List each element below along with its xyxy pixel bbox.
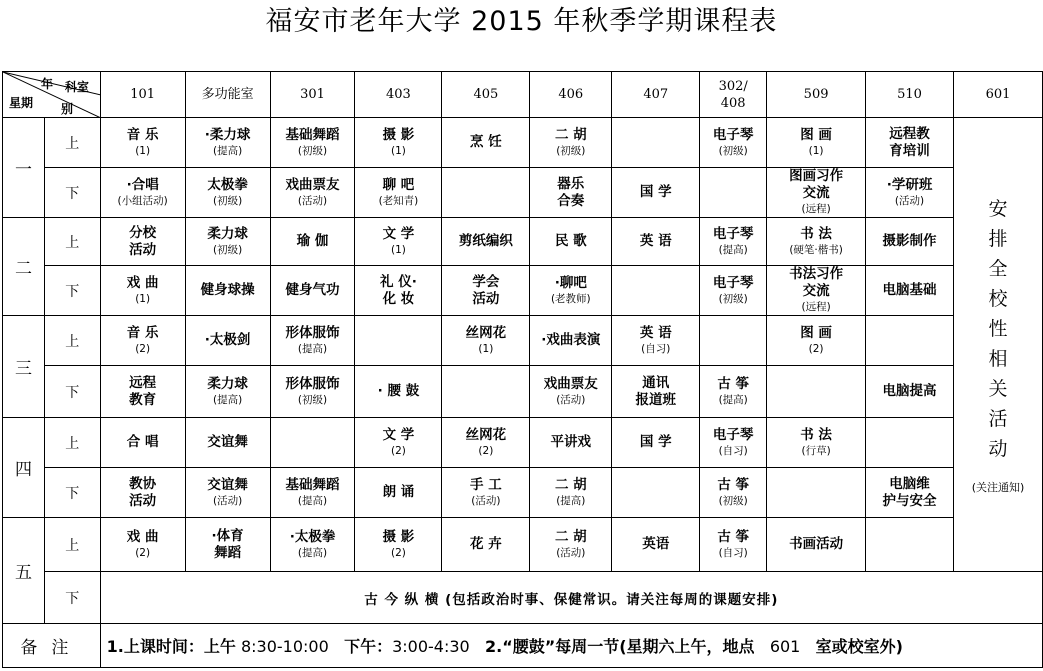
course-cell [700,266,767,316]
course-cell [100,468,185,518]
room-header-line: 多功能室 [201,87,254,102]
course-name: 形体服饰 [285,324,340,341]
course-name: 古 筝 [717,528,750,545]
course-name: 戏 曲 [126,528,159,545]
room-header-line: 101 [130,87,156,102]
session-label: 上 [44,518,100,572]
table-row [3,418,1043,468]
course-note: (初级) [297,144,328,157]
room-header [185,72,270,118]
table-row [3,316,1043,366]
course-name: 摄影制作 [882,233,937,249]
course-name: 柔力球 [207,225,248,242]
course-cell [866,266,954,316]
afternoon-label: 下午： [344,637,393,656]
course-name: 二 胡 [554,528,587,545]
course-cell [270,366,355,418]
course-note: (小组活动) [117,194,168,207]
room-header-line: 403 [386,87,411,102]
waist-drum-room: 601 [769,637,801,656]
course-cell [355,366,442,418]
course-cell [185,168,270,218]
session-label: 下 [44,572,100,624]
page-title: 福安市老年大学 2015 年秋季学期课程表 [265,6,778,37]
course-name: 育培训 [889,142,930,159]
course-name: · 腰 鼓 [377,383,420,399]
course-name: 丝网花 [465,324,507,341]
course-note: (自习) [718,444,748,457]
course-name: 书法习作 [789,266,844,282]
course-note: (1) [135,292,151,305]
course-name: ·太极剑 [204,332,251,348]
session-label: 上 [44,218,100,266]
table-row [3,118,1043,168]
table-row [3,168,1043,218]
course-cell [866,316,954,366]
course-cell [767,366,866,418]
course-name: 合 唱 [126,434,159,450]
course-name: ·体育 [211,527,244,544]
room-header [953,72,1042,118]
course-cell [767,266,866,316]
course-note: (2) [135,342,151,355]
course-name: 器乐 [557,175,585,192]
room-header-line: 405 [473,87,499,102]
course-note: (活动) [212,494,243,507]
course-cell [100,118,185,168]
course-name: 书 法 [800,225,832,242]
corner-label-weekday: 星期 [9,96,34,110]
course-cell [700,316,767,366]
course-note: (初级) [718,494,748,507]
course-name: 交谊舞 [207,434,248,450]
course-note: (2) [478,444,494,457]
course-name: 教协 [129,475,157,492]
room-601-text: 安排全校性相关活动 [988,198,1008,460]
course-name: 文 学 [382,225,415,242]
course-name: 分校 [129,224,157,241]
course-cell [185,266,270,316]
corner-label-room: 科室 [65,80,90,94]
course-note: (行草) [801,444,831,457]
course-note: (初级) [556,144,586,157]
course-cell [185,518,270,572]
course-name: 国 学 [639,434,672,450]
course-name: 音 乐 [126,324,159,341]
course-cell [612,218,700,266]
course-name: 书画活动 [789,536,844,552]
room-header-line: 509 [803,87,829,102]
course-cell [612,418,700,468]
course-cell [355,468,442,518]
course-cell [612,468,700,518]
course-cell [442,418,530,468]
morning-time: 8:30-10:00 [235,637,329,656]
course-cell [355,118,442,168]
course-cell [767,118,866,168]
course-note: (活动) [894,194,925,207]
table-row [3,266,1043,316]
course-cell [270,118,355,168]
course-cell [866,468,954,518]
table-row [3,518,1043,572]
course-name: 电子琴 [712,274,754,291]
course-name: 报道班 [635,391,676,408]
course-cell [185,468,270,518]
room-header [270,72,355,118]
course-cell [866,118,954,168]
session-label: 上 [44,418,100,468]
course-name: 图 画 [800,126,832,143]
course-note: (提高) [556,494,586,507]
course-cell [530,218,612,266]
course-note: (活动) [297,194,328,207]
course-name: 交流 [802,185,830,201]
room-header-line: 510 [897,87,922,102]
course-note: (1) [391,243,406,256]
room-header [612,72,700,118]
course-name: ·聊吧 [554,274,587,291]
course-cell [530,418,612,468]
course-cell [270,266,355,316]
table-row [3,468,1043,518]
course-cell [355,418,442,468]
room-header [866,72,954,118]
corner-header [3,72,101,118]
course-cell [700,218,767,266]
course-cell [612,518,700,572]
room-header [100,72,185,118]
course-note: (1) [391,144,406,157]
room-header-line: 406 [558,87,584,102]
course-note: (远程) [801,301,831,313]
course-name: 电子琴 [712,426,754,443]
course-note: (硬笔·楷书) [789,243,843,256]
room-header [530,72,612,118]
course-name: 柔力球 [207,375,248,392]
notes-label: 备注 [3,624,101,668]
course-note: (2) [135,546,151,559]
course-note: (提高) [297,342,328,355]
course-name: 化 妆 [382,290,415,307]
course-name: 剪纸编织 [458,233,513,249]
course-name: 基础舞蹈 [285,126,340,143]
course-note: (提高) [718,393,748,406]
course-name: 电脑维 [889,475,930,492]
course-note: (活动) [556,546,586,559]
table-row [3,218,1043,266]
course-name: 古 筝 [717,375,750,392]
notes-text [100,624,1042,668]
course-cell [185,366,270,418]
course-name: 戏曲票友 [285,176,340,193]
course-name: ·学研班 [886,176,933,193]
course-cell [442,316,530,366]
course-cell [270,218,355,266]
course-name: 电脑基础 [882,282,937,298]
course-cell [100,168,185,218]
course-name: 瑜 伽 [296,233,329,249]
room-header-line: 601 [985,87,1011,102]
course-name: 礼 仪· [380,273,417,290]
afternoon-time: 3:00-4:30 [392,637,470,656]
course-name: 通讯 [642,374,670,391]
course-cell [355,168,442,218]
course-cell [530,316,612,366]
course-cell [700,468,767,518]
course-cell [767,168,866,218]
course-cell [866,168,954,218]
course-name: 民 歌 [554,233,587,249]
course-cell [767,518,866,572]
course-cell [185,218,270,266]
corner-label-bie: 别 [61,102,74,116]
course-name: 古 筝 [717,476,750,493]
course-name: 音 乐 [126,126,159,143]
course-cell [442,118,530,168]
course-cell [530,366,612,418]
weekday-label: 五 [3,518,45,624]
header-row [3,72,1043,118]
course-cell [442,266,530,316]
session-label: 下 [44,366,100,418]
course-note: (初级) [212,194,243,207]
course-cell [355,218,442,266]
course-name: 国 学 [639,184,672,200]
course-name: 手 工 [470,476,502,493]
friday-afternoon-course: 古 今 纵 横 (包括政治时事、保健常识。请关注每周的课题安排) [100,572,1042,624]
course-cell [700,366,767,418]
course-cell [612,366,700,418]
course-name: ·戏曲表演 [541,332,601,348]
course-note: (1) [808,144,824,157]
course-note: (2) [808,342,824,355]
room-header [355,72,442,118]
course-name: 文 学 [382,426,415,443]
course-cell [100,266,185,316]
course-cell [355,518,442,572]
course-cell [185,418,270,468]
course-cell [100,518,185,572]
course-cell [767,316,866,366]
course-cell [442,218,530,266]
course-name: 英 语 [639,233,672,249]
course-name: 摄 影 [382,126,415,143]
course-name: 朗 诵 [382,484,415,500]
waist-drum-location: 室或校室外) [815,637,903,656]
course-cell [100,218,185,266]
course-name: 形体服饰 [285,375,340,392]
course-cell [700,168,767,218]
course-name: 花 卉 [470,536,502,552]
room-header-line: 302/ [718,78,748,94]
course-note: (1) [478,342,494,355]
course-cell [442,518,530,572]
course-note: (初级) [212,243,243,256]
course-cell [612,266,700,316]
course-note: (初级) [297,393,328,406]
course-cell [100,366,185,418]
course-name: 护与安全 [882,492,937,509]
course-cell [270,468,355,518]
course-cell [100,316,185,366]
course-name: ·柔力球 [204,126,251,143]
course-cell [442,468,530,518]
course-cell [530,168,612,218]
room-header [442,72,530,118]
course-name: 二 胡 [554,476,587,493]
course-cell [270,168,355,218]
session-label: 上 [44,316,100,366]
course-name: 教育 [129,391,157,408]
course-name: 活动 [472,290,500,307]
weekday-label: 二 [3,218,45,316]
course-name: 戏 曲 [126,274,159,291]
course-note: (活动) [471,494,501,507]
session-label: 上 [44,118,100,168]
course-cell [866,218,954,266]
course-name: 学会 [472,273,500,290]
course-note: (2) [391,444,406,457]
course-cell [700,518,767,572]
course-name: 电子琴 [712,126,754,143]
table-row [3,366,1043,418]
waist-drum-note: 2.“腰鼓”每周一节(星期六上午，地点 [484,637,755,656]
course-note: (提高) [297,494,328,507]
course-cell [442,366,530,418]
course-note: (初级) [718,292,748,305]
session-label: 下 [44,168,100,218]
course-note: (1) [135,144,151,157]
course-note: (2) [391,546,406,559]
course-name: 健身气功 [285,282,340,298]
schedule-table [2,71,1043,668]
room-601-activities [953,118,1042,572]
room-header-line: 408 [720,95,746,111]
course-cell [700,118,767,168]
course-cell [355,266,442,316]
weekday-label: 四 [3,418,45,518]
course-name: 戏曲票友 [543,375,598,392]
course-name: 英 语 [639,324,672,341]
course-note: (提高) [212,144,243,157]
course-cell [530,266,612,316]
course-name: 聊 吧 [382,176,415,193]
course-note: (自习) [641,342,671,355]
course-name: 书 法 [800,426,832,443]
class-time-label: 1.上课时间：上午 [106,637,236,656]
course-name: 基础舞蹈 [285,476,340,493]
course-name: 交谊舞 [207,476,248,493]
course-name: 丝网花 [465,426,507,443]
course-cell [700,418,767,468]
course-note: (老教师) [550,292,591,305]
course-name: ·太极拳 [289,528,336,545]
course-note: (活动) [556,393,586,406]
course-name: 烹 饪 [470,134,502,150]
course-cell [530,468,612,518]
course-name: 远程教 [889,125,930,142]
course-cell [767,418,866,468]
notes-row [3,624,1043,668]
course-cell [185,316,270,366]
room-header [767,72,866,118]
room-601-note: (关注通知) [971,481,1025,494]
room-header-line: 407 [643,87,669,102]
course-note: (提高) [718,243,748,256]
course-name: ·合唱 [126,176,159,193]
weekday-label: 三 [3,316,45,418]
course-name: 摄 影 [382,528,415,545]
course-note: (自习) [718,546,748,559]
course-name: 活动 [129,492,157,509]
course-cell [612,118,700,168]
course-note: (提高) [212,393,243,406]
room-header-line: 301 [300,87,325,102]
course-name: 太极拳 [207,176,248,193]
course-name: 电子琴 [712,225,754,242]
course-name: 图 画 [800,324,832,341]
course-name: 交流 [802,283,830,299]
table-row [3,572,1043,624]
course-note: (初级) [718,144,748,157]
course-cell [270,418,355,468]
course-cell [767,218,866,266]
course-cell [767,468,866,518]
course-cell [612,168,700,218]
course-cell [100,418,185,468]
course-name: 远程 [129,374,157,391]
course-cell [530,518,612,572]
course-cell [185,118,270,168]
course-name: 舞蹈 [214,544,242,561]
course-name: 活动 [129,241,157,258]
course-cell [270,316,355,366]
course-cell [866,366,954,418]
weekday-label: 一 [3,118,45,218]
course-cell [355,316,442,366]
course-name: 平讲戏 [550,434,592,450]
session-label: 下 [44,266,100,316]
course-cell [530,118,612,168]
session-label: 下 [44,468,100,518]
course-name: 合奏 [557,192,585,209]
course-note: (远程) [801,203,831,215]
course-cell [442,168,530,218]
course-cell [866,518,954,572]
course-note: (老知青) [378,194,419,207]
course-name: 二 胡 [554,126,587,143]
course-name: 健身球操 [200,282,255,298]
room-header [700,72,767,118]
course-cell [270,518,355,572]
course-name: 电脑提高 [882,383,937,399]
course-cell [612,316,700,366]
course-note: (提高) [297,546,328,559]
course-name: 英语 [642,536,670,552]
course-name: 图画习作 [789,168,844,184]
course-cell [866,418,954,468]
corner-label-year: 年 [41,77,54,91]
